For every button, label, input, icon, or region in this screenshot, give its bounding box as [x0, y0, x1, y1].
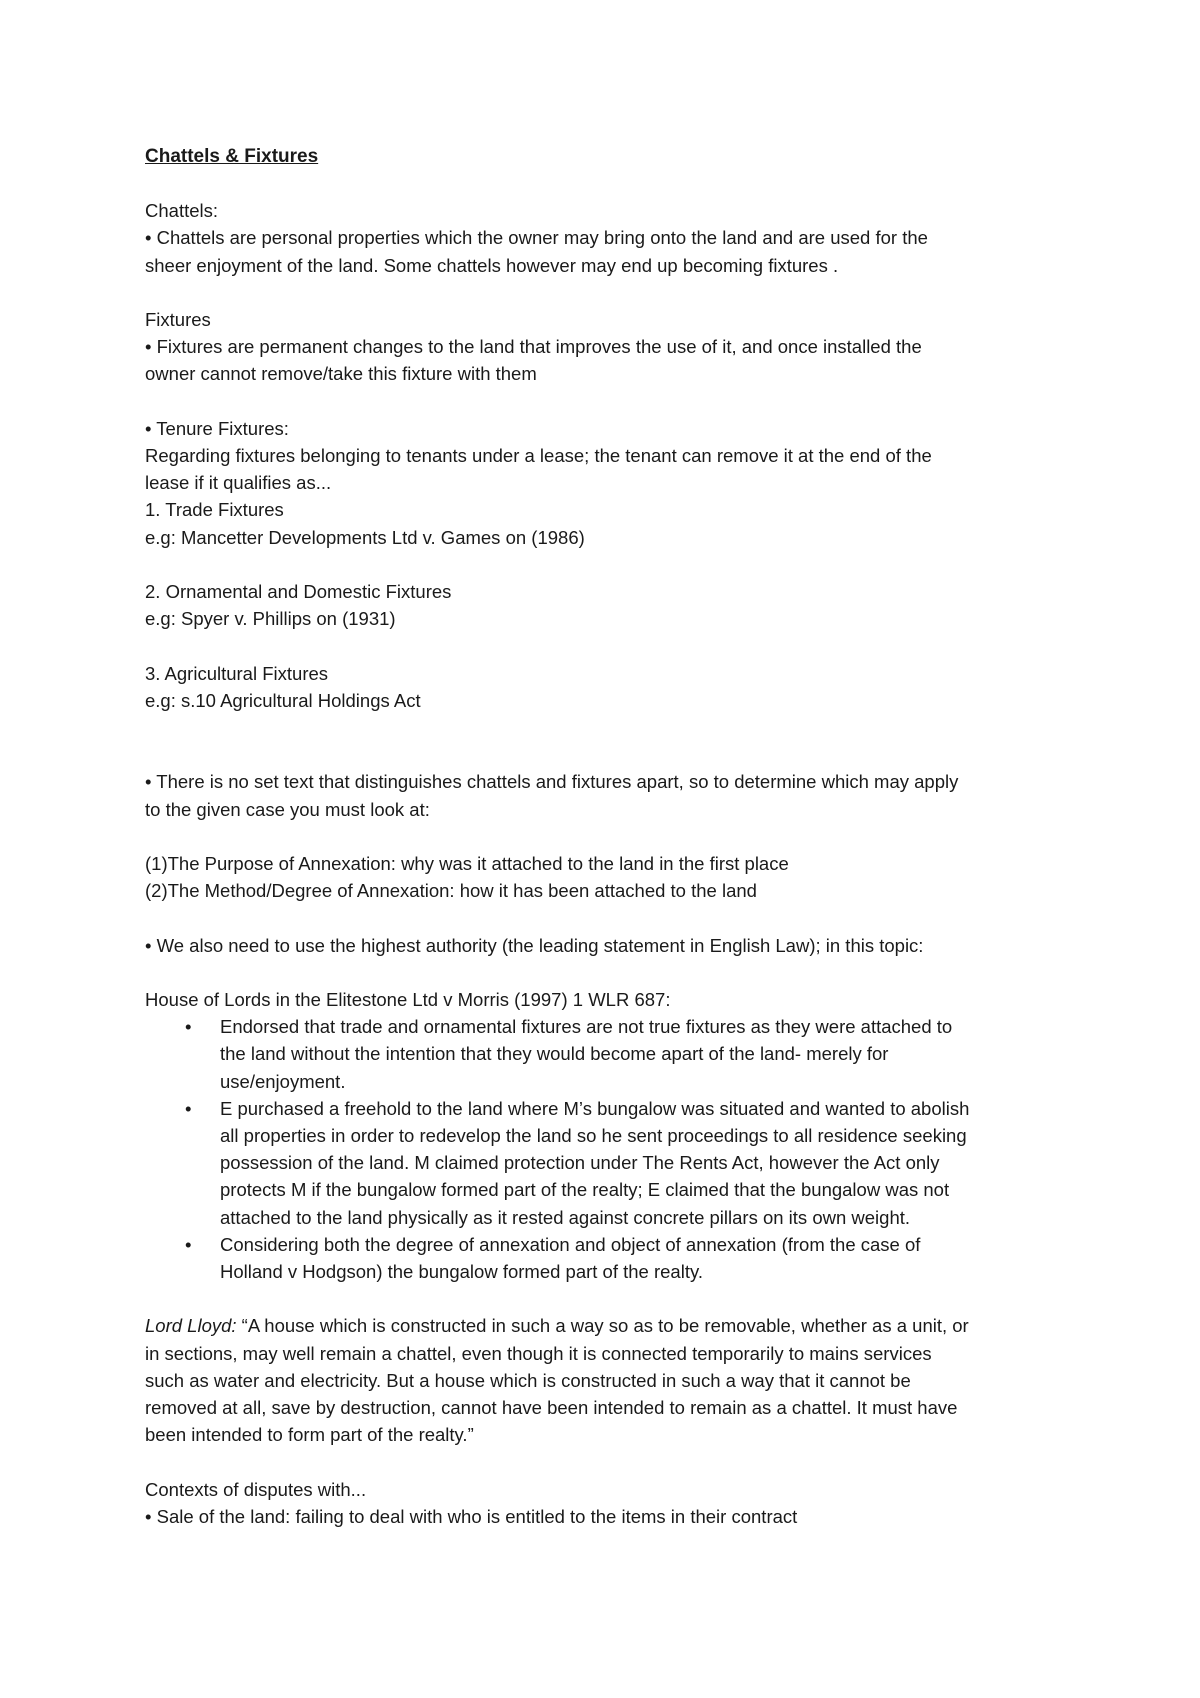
distinguish-text-line: to the given case you must look at: [145, 798, 430, 820]
page-title: Chattels & Fixtures [145, 146, 319, 167]
ornamental-fixtures-item: 2. Ornamental and Domestic Fixtures [145, 581, 452, 602]
list-item-line: all properties in order to redevelop the land so he sent proceedings to all residence seeking [220, 1124, 967, 1146]
agricultural-fixtures-item: 3. Agricultural Fixtures [145, 662, 329, 684]
quote-line [145, 1312, 1065, 1339]
list-item [145, 1095, 1065, 1231]
list-item-line: Considering both the degree of annexation and object of annexation (from the case of [220, 1233, 921, 1255]
list-item-line: Holland v Hodgson) the bungalow formed part of the realty. [220, 1261, 703, 1282]
quote-text: “A house which is constructed in such a way so as to be removable, whether as a unit, or [236, 1315, 969, 1337]
trade-fixtures-example: e.g: Mancetter Developments Ltd v. Games on (1986) [145, 526, 585, 548]
fixtures-heading: Fixtures [145, 309, 211, 330]
quote-speaker: Lord Lloyd: [145, 1315, 237, 1337]
list-item-line: possession of the land. M claimed protection under The Rents Act, however the Act only [220, 1152, 940, 1174]
quote-line: been intended to form part of the realty.” [145, 1424, 474, 1446]
quote-line: removed at all, save by destruction, cannot have been intended to remain as a chattel. It must have [145, 1397, 958, 1418]
agricultural-fixtures-example: e.g: s.10 Agricultural Holdings Act [145, 689, 421, 711]
chattels-heading: Chattels: [145, 200, 219, 222]
list-item-line: the land without the intention that they would become apart of the land- merely for [220, 1043, 889, 1065]
authority-text-line: • We also need to use the highest authority (the leading statement in English Law); in this topic: [145, 934, 924, 956]
bullet-icon: • [185, 1233, 192, 1255]
quote-line: in sections, may well remain a chattel, even though it is connected temporarily to mains services [145, 1342, 932, 1364]
trade-fixtures-item: 1. Trade Fixtures [145, 499, 284, 521]
method-of-annexation: (2)The Method/Degree of Annexation: how it has been attached to the land [145, 880, 757, 902]
list-item-line: E purchased a freehold to the land where M’s bungalow was situated and wanted to abolish [220, 1097, 970, 1119]
bullet-icon: • [185, 1016, 192, 1038]
list-item-line: Endorsed that trade and ornamental fixtures are not true fixtures as they were attached to [220, 1016, 953, 1038]
distinguish-text-line: • There is no set text that distinguishes chattels and fixtures apart, so to determine which may apply [145, 771, 959, 793]
list-item-line: protects M if the bungalow formed part of the realty; E claimed that the bungalow was not [220, 1179, 950, 1201]
list-item [145, 1013, 1065, 1095]
list-item-line: attached to the land physically as it rested against concrete pillars on its own weight. [220, 1206, 911, 1228]
list-item-line: use/enjoyment. [220, 1070, 346, 1092]
list-item [145, 1231, 1065, 1285]
ornamental-fixtures-example: e.g: Spyer v. Phillips on (1931) [145, 608, 396, 630]
document-body [145, 143, 1065, 1530]
case-heading: House of Lords in the Elitestone Ltd v Morris (1997) 1 WLR 687: [145, 988, 671, 1010]
case-points-list [145, 1013, 1065, 1285]
tenure-text-line: Regarding fixtures belonging to tenants under a lease; the tenant can remove it at the end of the [145, 445, 932, 466]
fixtures-text-line: owner cannot remove/take this fixture with them [145, 363, 537, 385]
purpose-of-annexation: (1)The Purpose of Annexation: why was it attached to the land in the first place [145, 852, 789, 874]
bullet-icon: • [185, 1097, 192, 1119]
contexts-text-line: • Sale of the land: failing to deal with who is entitled to the items in their contract [145, 1505, 798, 1527]
fixtures-text-line: • Fixtures are permanent changes to the land that improves the use of it, and once installed the [145, 336, 922, 358]
tenure-text-line: lease if it qualifies as... [145, 472, 332, 494]
quote-line: such as water and electricity. But a house which is constructed in such a way that it cannot be [145, 1369, 911, 1391]
chattels-text-line: • Chattels are personal properties which the owner may bring onto the land and are used for the [145, 227, 928, 249]
tenure-fixtures-heading: • Tenure Fixtures: [145, 417, 289, 439]
contexts-heading: Contexts of disputes with... [145, 1478, 367, 1500]
chattels-text-line: sheer enjoyment of the land. Some chattels however may end up becoming fixtures . [145, 254, 839, 276]
